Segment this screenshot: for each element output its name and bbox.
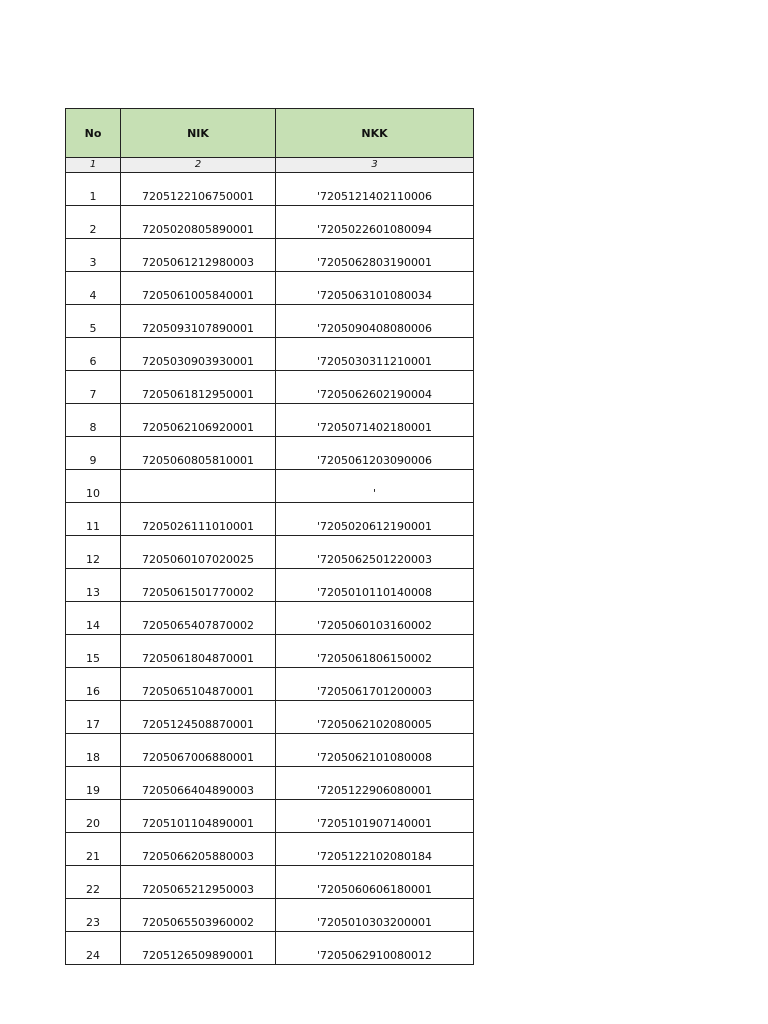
cell-no[interactable]: 8 — [66, 404, 121, 437]
cell-no[interactable]: 22 — [66, 866, 121, 899]
cell-nkk[interactable]: '7205063101080034 — [276, 272, 474, 305]
table-row — [66, 338, 474, 371]
cell-nkk[interactable]: '7205010303200001 — [276, 899, 474, 932]
cell-nkk[interactable]: '7205062101080008 — [276, 734, 474, 767]
cell-nik[interactable]: 7205124508870001 — [121, 701, 276, 734]
cell-nkk[interactable]: '7205030311210001 — [276, 338, 474, 371]
cell-nik[interactable] — [121, 470, 276, 503]
cell-nik[interactable]: 7205030903930001 — [121, 338, 276, 371]
table-row — [66, 503, 474, 536]
table-row — [66, 899, 474, 932]
cell-no[interactable]: 11 — [66, 503, 121, 536]
cell-nik[interactable]: 7205061812950001 — [121, 371, 276, 404]
cell-no[interactable]: 7 — [66, 371, 121, 404]
cell-nkk[interactable]: '7205010110140008 — [276, 569, 474, 602]
table-row — [66, 272, 474, 305]
cell-nik[interactable]: 7205066205880003 — [121, 833, 276, 866]
cell-no[interactable]: 19 — [66, 767, 121, 800]
cell-no[interactable]: 14 — [66, 602, 121, 635]
table-row — [66, 866, 474, 899]
table-row — [66, 470, 474, 503]
cell-nkk[interactable]: '7205022601080094 — [276, 206, 474, 239]
cell-nik[interactable]: 7205122106750001 — [121, 173, 276, 206]
table-row — [66, 371, 474, 404]
cell-nik[interactable]: 7205061804870001 — [121, 635, 276, 668]
cell-nik[interactable]: 7205126509890001 — [121, 932, 276, 965]
cell-nkk[interactable]: '7205071402180001 — [276, 404, 474, 437]
cell-nkk[interactable]: '7205062602190004 — [276, 371, 474, 404]
cell-no[interactable]: 12 — [66, 536, 121, 569]
cell-nik[interactable]: 7205061005840001 — [121, 272, 276, 305]
cell-no[interactable]: 1 — [66, 173, 121, 206]
cell-nik[interactable]: 7205060805810001 — [121, 437, 276, 470]
cell-no[interactable]: 2 — [66, 206, 121, 239]
index-no[interactable]: 1 — [66, 158, 121, 173]
header-row — [66, 109, 474, 158]
cell-nik[interactable]: 7205060107020025 — [121, 536, 276, 569]
cell-nkk[interactable]: '7205062803190001 — [276, 239, 474, 272]
cell-nkk[interactable]: '7205062102080005 — [276, 701, 474, 734]
cell-nkk[interactable]: '7205122906080001 — [276, 767, 474, 800]
cell-nik[interactable]: 7205061212980003 — [121, 239, 276, 272]
table-row — [66, 767, 474, 800]
cell-no[interactable]: 16 — [66, 668, 121, 701]
cell-nik[interactable]: 7205065104870001 — [121, 668, 276, 701]
cell-no[interactable]: 4 — [66, 272, 121, 305]
cell-no[interactable]: 17 — [66, 701, 121, 734]
header-nik[interactable]: NIK — [121, 109, 276, 158]
table-row — [66, 206, 474, 239]
cell-nik[interactable]: 7205067006880001 — [121, 734, 276, 767]
cell-nkk[interactable]: '7205060103160002 — [276, 602, 474, 635]
cell-nik[interactable]: 7205062106920001 — [121, 404, 276, 437]
cell-no[interactable]: 20 — [66, 800, 121, 833]
cell-nik[interactable]: 7205026111010001 — [121, 503, 276, 536]
index-nik[interactable]: 2 — [121, 158, 276, 173]
cell-nkk[interactable]: '7205060606180001 — [276, 866, 474, 899]
cell-no[interactable]: 9 — [66, 437, 121, 470]
cell-nkk[interactable]: '7205061701200003 — [276, 668, 474, 701]
table-row — [66, 569, 474, 602]
cell-no[interactable]: 15 — [66, 635, 121, 668]
table-row — [66, 668, 474, 701]
data-table — [65, 108, 474, 965]
cell-nik[interactable]: 7205061501770002 — [121, 569, 276, 602]
cell-nkk[interactable]: '7205061806150002 — [276, 635, 474, 668]
cell-no[interactable]: 24 — [66, 932, 121, 965]
cell-no[interactable]: 5 — [66, 305, 121, 338]
cell-nkk[interactable]: '7205062501220003 — [276, 536, 474, 569]
cell-nkk[interactable]: ' — [276, 470, 474, 503]
cell-no[interactable]: 3 — [66, 239, 121, 272]
table-body — [66, 173, 474, 965]
header-no[interactable]: No — [66, 109, 121, 158]
table-row — [66, 404, 474, 437]
cell-nkk[interactable]: '7205020612190001 — [276, 503, 474, 536]
table-row — [66, 602, 474, 635]
table-row — [66, 833, 474, 866]
cell-nik[interactable]: 7205065503960002 — [121, 899, 276, 932]
cell-nkk[interactable]: '7205122102080184 — [276, 833, 474, 866]
cell-nkk[interactable]: '7205101907140001 — [276, 800, 474, 833]
cell-no[interactable]: 21 — [66, 833, 121, 866]
table-row — [66, 239, 474, 272]
cell-nik[interactable]: 7205066404890003 — [121, 767, 276, 800]
cell-nik[interactable]: 7205065407870002 — [121, 602, 276, 635]
cell-no[interactable]: 18 — [66, 734, 121, 767]
table-row — [66, 800, 474, 833]
table-row — [66, 437, 474, 470]
cell-no[interactable]: 10 — [66, 470, 121, 503]
cell-nik[interactable]: 7205020805890001 — [121, 206, 276, 239]
table-row — [66, 173, 474, 206]
table-row — [66, 536, 474, 569]
cell-no[interactable]: 23 — [66, 899, 121, 932]
cell-nkk[interactable]: '7205061203090006 — [276, 437, 474, 470]
cell-nik[interactable]: 7205093107890001 — [121, 305, 276, 338]
cell-nkk[interactable]: '7205121402110006 — [276, 173, 474, 206]
cell-nkk[interactable]: '7205090408080006 — [276, 305, 474, 338]
index-nkk[interactable]: 3 — [276, 158, 474, 173]
table-row — [66, 635, 474, 668]
cell-no[interactable]: 13 — [66, 569, 121, 602]
table-row — [66, 701, 474, 734]
table-row — [66, 734, 474, 767]
cell-nik[interactable]: 7205101104890001 — [121, 800, 276, 833]
cell-nik[interactable]: 7205065212950003 — [121, 866, 276, 899]
cell-no[interactable]: 6 — [66, 338, 121, 371]
column-index-row — [66, 158, 474, 173]
table-row — [66, 305, 474, 338]
header-nkk[interactable]: NKK — [276, 109, 474, 158]
cell-nkk[interactable]: '7205062910080012 — [276, 932, 474, 965]
table-row — [66, 932, 474, 965]
